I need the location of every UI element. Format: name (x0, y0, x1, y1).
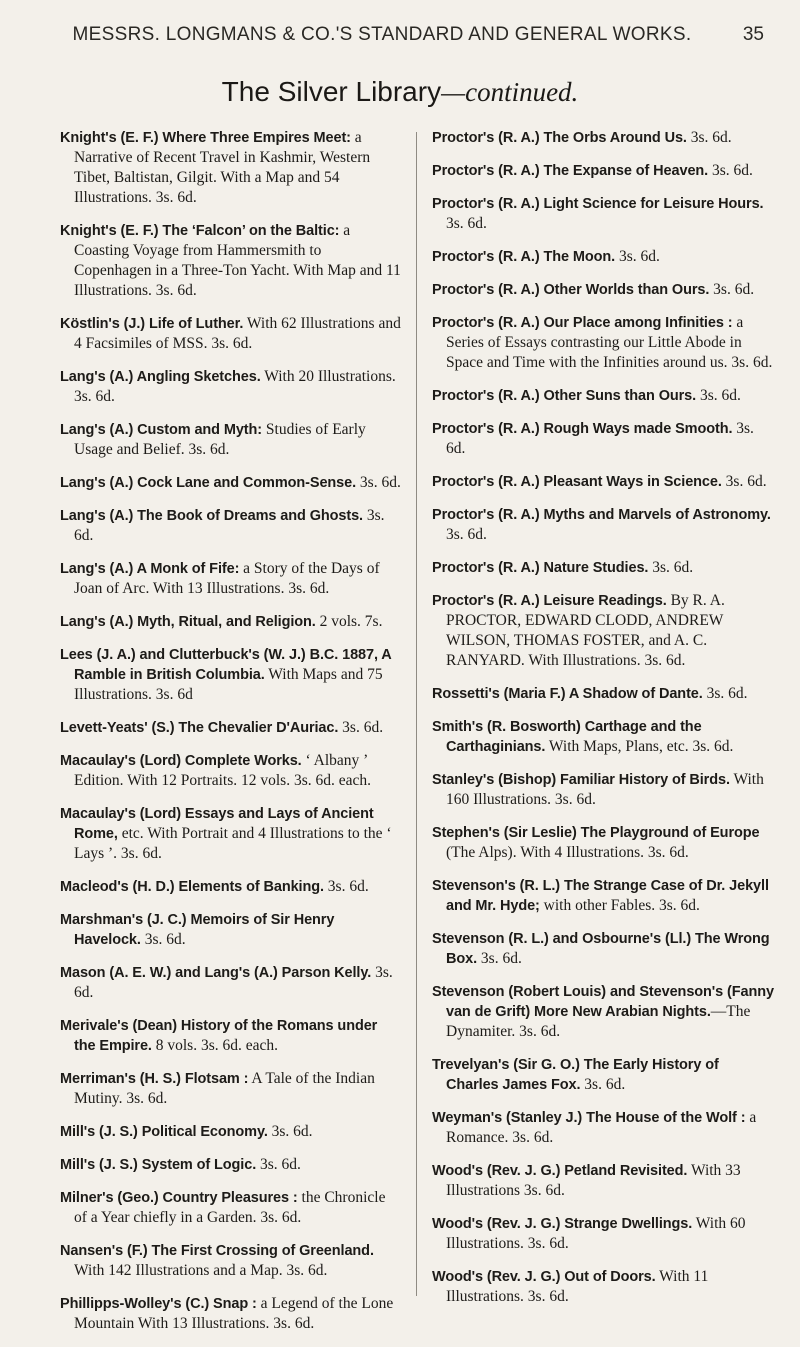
entry-heading: Lang's (A.) A Monk of Fife: (60, 561, 240, 577)
entry-heading: Mill's (J. S.) System of Logic. (60, 1157, 257, 1173)
entry-heading: Proctor's (R. A.) Other Worlds than Ours. (432, 282, 710, 298)
entry-description: With 20 Illustrations. 3s. 6d. (74, 368, 396, 405)
entry-heading: Stevenson (R. L.) and Osbourne's (Ll.) The Wrong Box. (432, 931, 770, 967)
catalogue-entry (432, 717, 774, 757)
entry-description: 3s. 6d. (267, 1123, 313, 1140)
catalogue-entry (432, 558, 774, 578)
running-head-title: MESSRS. LONGMANS & CO.'S STANDARD AND GENERAL WORKS. (72, 24, 692, 45)
catalogue-entry (60, 1122, 402, 1142)
entry-description: 3s. 6d. (477, 950, 522, 967)
catalogue-entry (60, 1069, 402, 1109)
catalogue-entry (60, 420, 402, 460)
entry-description: 3s. 6d. (446, 215, 487, 232)
catalogue-entry (432, 1267, 774, 1307)
catalogue-entry (432, 591, 774, 671)
entry-heading: Levett-Yeats' (S.) The Chevalier D'Auriac. (60, 720, 339, 736)
entry-heading: Lang's (A.) Myth, Ritual, and Religion. (60, 614, 316, 630)
entry-description: By R. A. PROCTOR, EDWARD CLODD, ANDREW WILSON, THOMAS FOSTER, and A. C. RANYARD. With Illustrations. 3s. 6d. (446, 592, 725, 669)
catalogue-entry (432, 684, 774, 704)
catalogue-entry (432, 280, 774, 300)
catalogue-entry (60, 910, 402, 950)
entry-description: 3s. 6d. (709, 281, 755, 298)
entry-description: Studies of Early Usage and Belief. 3s. 6d. (74, 421, 366, 458)
catalogue-entry (432, 161, 774, 181)
entry-heading: Phillipps-Wolley's (C.) Snap : (60, 1296, 257, 1312)
entry-description: a Series of Essays contrasting our Little Abode in Space and Time with the Infinities around us. 3s. 6d. (446, 314, 773, 371)
entry-heading: Knight's (E. F.) Where Three Empires Meet: (60, 130, 351, 146)
entry-heading: Köstlin's (J.) Life of Luther. (60, 316, 244, 332)
entry-description: 3s. 6d. (446, 526, 487, 543)
catalogue-entry (432, 505, 774, 545)
entry-heading: Marshman's (J. C.) Memoirs of Sir Henry Havelock. (60, 912, 335, 948)
entry-heading: Proctor's (R. A.) Leisure Readings. (432, 593, 667, 609)
entry-heading: Merivale's (Dean) History of the Romans under the Empire. (60, 1018, 378, 1054)
entry-description: a Narrative of Recent Travel in Kashmir, Western Tibet, Baltistan, Gilgit. With a Map and 54 Illustrations. 3s. 6d. (74, 129, 371, 206)
entry-heading: Knight's (E. F.) The ‘Falcon’ on the Baltic: (60, 223, 340, 239)
entry-description: 3s. 6d. (648, 559, 694, 576)
catalogue-entry (60, 1294, 402, 1334)
entry-description: a Coasting Voyage from Hammersmith to Copenhagen in a Three-Ton Yacht. With Map and 11 Illustrations. 3s. 6d. (74, 222, 401, 299)
entry-description: 3s. 6d. (721, 473, 767, 490)
entry-description: 3s. 6d. (356, 474, 401, 491)
catalogue-entry (60, 314, 402, 354)
entry-description: etc. With Portrait and 4 Illustrations to the ‘ Lays ’. 3s. 6d. (74, 825, 392, 862)
catalogue-entry (432, 247, 774, 267)
entry-description: With 62 Illustrations and 4 Facsimiles of MSS. 3s. 6d. (74, 315, 401, 352)
entry-heading: Macleod's (H. D.) Elements of Banking. (60, 879, 324, 895)
catalogue-entry (60, 718, 402, 738)
catalogue-entry (60, 559, 402, 599)
entry-description: 8 vols. 3s. 6d. each. (151, 1037, 279, 1054)
entry-description: 3s. 6d. (686, 129, 732, 146)
entry-heading: Mason (A. E. W.) and Lang's (A.) Parson Kelly. (60, 965, 372, 981)
entry-heading: Proctor's (R. A.) Myths and Marvels of Astronomy. (432, 507, 771, 523)
catalogue-entry (60, 963, 402, 1003)
entry-heading: Proctor's (R. A.) Rough Ways made Smooth. (432, 421, 733, 437)
entry-description: 3s. 6d. (580, 1076, 626, 1093)
entry-description: 3s. 6d. (140, 931, 186, 948)
entry-description: ‘ Albany ’ Edition. With 12 Portraits. 12 vols. 3s. 6d. each. (74, 752, 372, 789)
entry-description: 2 vols. 7s. (315, 613, 383, 630)
entry-heading: Stephen's (Sir Leslie) The Playground of Europe (432, 825, 760, 841)
catalogue-entry (60, 128, 402, 208)
catalogue-entry (60, 645, 402, 705)
column-divider (416, 132, 417, 1296)
entry-heading: Lang's (A.) The Book of Dreams and Ghosts. (60, 508, 363, 524)
catalogue-entry (60, 367, 402, 407)
entry-heading: Smith's (R. Bosworth) Carthage and the Carthaginians. (432, 719, 702, 755)
running-head (60, 24, 764, 52)
entry-heading: Stevenson (Robert Louis) and Stevenson's (Fanny van de Grift) More New Arabian Nights. (432, 984, 774, 1020)
entry-heading: Proctor's (R. A.) Light Science for Leisure Hours. (432, 196, 764, 212)
catalogue-entry (432, 419, 774, 459)
entry-description: 3s. 6d. (446, 420, 754, 457)
entry-description: With 142 Illustrations and a Map. 3s. 6d. (74, 1262, 328, 1279)
entry-description: —The Dynamiter. 3s. 6d. (446, 1003, 751, 1040)
entry-description: 3s. 6d. (74, 507, 385, 544)
catalogue-entry (432, 876, 774, 916)
entry-heading: Macaulay's (Lord) Complete Works. (60, 753, 302, 769)
section-title-text: The Silver Library (221, 76, 442, 107)
entry-description: A Tale of the Indian Mutiny. 3s. 6d. (74, 1070, 375, 1107)
entry-heading: Macaulay's (Lord) Essays and Lays of Ancient Rome, (60, 806, 374, 842)
entry-description: With Maps and 75 Illustrations. 3s. 6d (74, 666, 383, 703)
catalogue-columns (60, 128, 776, 1332)
catalogue-entry (432, 386, 774, 406)
entry-heading: Lang's (A.) Cock Lane and Common-Sense. (60, 475, 357, 491)
catalogue-entry (432, 1055, 774, 1095)
entry-description: 3s. 6d. (74, 964, 393, 1001)
catalogue-entry (60, 1188, 402, 1228)
catalogue-entry (60, 1241, 402, 1281)
entry-description: (The Alps). With 4 Illustrations. 3s. 6d. (446, 844, 689, 861)
entry-description: 3s. 6d. (702, 685, 748, 702)
entry-heading: Stanley's (Bishop) Familiar History of Birds. (432, 772, 730, 788)
right-column (432, 128, 774, 1320)
entry-heading: Weyman's (Stanley J.) The House of the Wolf : (432, 1110, 746, 1126)
entry-heading: Wood's (Rev. J. G.) Petland Revisited. (432, 1163, 688, 1179)
catalogue-entry (60, 751, 402, 791)
entry-heading: Proctor's (R. A.) The Expanse of Heaven. (432, 163, 709, 179)
entry-description: 3s. 6d. (615, 248, 660, 265)
entry-heading: Lees (J. A.) and Clutterbuck's (W. J.) B.C. 1887, A Ramble in British Columbia. (60, 647, 392, 683)
entry-description: 3s. 6d. (338, 719, 384, 736)
entry-description: With Maps, Plans, etc. 3s. 6d. (545, 738, 734, 755)
entry-description: with other Fables. 3s. 6d. (539, 897, 700, 914)
entry-description: 3s. 6d. (256, 1156, 301, 1173)
catalogue-entry (60, 804, 402, 864)
catalogue-entry (432, 1108, 774, 1148)
entry-heading: Wood's (Rev. J. G.) Strange Dwellings. (432, 1216, 693, 1232)
entry-heading: Proctor's (R. A.) Other Suns than Ours. (432, 388, 697, 404)
entry-heading: Lang's (A.) Angling Sketches. (60, 369, 261, 385)
entry-description: With 160 Illustrations. 3s. 6d. (446, 771, 764, 808)
entry-description: a Romance. 3s. 6d. (446, 1109, 757, 1146)
entry-description: the Chronicle of a Year chiefly in a Garden. 3s. 6d. (74, 1189, 386, 1226)
entry-heading: Mill's (J. S.) Political Economy. (60, 1124, 268, 1140)
catalogue-entry (432, 982, 774, 1042)
entry-description: a Legend of the Lone Mountain With 13 Illustrations. 3s. 6d. (74, 1295, 394, 1332)
entry-description: 3s. 6d. (708, 162, 753, 179)
catalogue-entry (432, 472, 774, 492)
page-number: 35 (742, 24, 764, 45)
catalogue-entry (60, 612, 402, 632)
entry-heading: Rossetti's (Maria F.) A Shadow of Dante. (432, 686, 703, 702)
left-column (60, 128, 402, 1347)
entry-heading: Nansen's (F.) The First Crossing of Greenland. (60, 1243, 374, 1259)
catalogue-entry (60, 1016, 402, 1056)
entry-heading: Stevenson's (R. L.) The Strange Case of Dr. Jekyll and Mr. Hyde; (432, 878, 769, 914)
catalogue-entry (432, 313, 774, 373)
entry-heading: Proctor's (R. A.) Our Place among Infinities : (432, 315, 733, 331)
entry-heading: Proctor's (R. A.) The Moon. (432, 249, 616, 265)
catalogue-entry (432, 1214, 774, 1254)
catalogue-entry (432, 770, 774, 810)
entry-description: With 33 Illustrations 3s. 6d. (446, 1162, 741, 1199)
catalogue-entry (60, 877, 402, 897)
catalogue-entry (432, 194, 774, 234)
catalogue-entry (60, 506, 402, 546)
section-continued: —continued. (441, 77, 579, 107)
entry-description: a Story of the Days of Joan of Arc. With 13 Illustrations. 3s. 6d. (74, 560, 380, 597)
catalogue-entry (60, 221, 402, 301)
entry-heading: Milner's (Geo.) Country Pleasures : (60, 1190, 298, 1206)
entry-description: 3s. 6d. (696, 387, 741, 404)
entry-heading: Merriman's (H. S.) Flotsam : (60, 1071, 249, 1087)
catalogue-entry (432, 1161, 774, 1201)
entry-heading: Proctor's (R. A.) The Orbs Around Us. (432, 130, 687, 146)
section-title (0, 76, 800, 108)
catalogue-entry (60, 1155, 402, 1175)
catalogue-entry (432, 128, 774, 148)
catalogue-entry (432, 823, 774, 863)
entry-heading: Wood's (Rev. J. G.) Out of Doors. (432, 1269, 656, 1285)
entry-heading: Trevelyan's (Sir G. O.) The Early History of Charles James Fox. (432, 1057, 719, 1093)
entry-heading: Proctor's (R. A.) Nature Studies. (432, 560, 649, 576)
entry-heading: Proctor's (R. A.) Pleasant Ways in Science. (432, 474, 722, 490)
catalogue-entry (432, 929, 774, 969)
entry-description: With 60 Illustrations. 3s. 6d. (446, 1215, 746, 1252)
entry-heading: Lang's (A.) Custom and Myth: (60, 422, 263, 438)
catalogue-entry (60, 473, 402, 493)
entry-description: With 11 Illustrations. 3s. 6d. (446, 1268, 709, 1305)
entry-description: 3s. 6d. (323, 878, 369, 895)
